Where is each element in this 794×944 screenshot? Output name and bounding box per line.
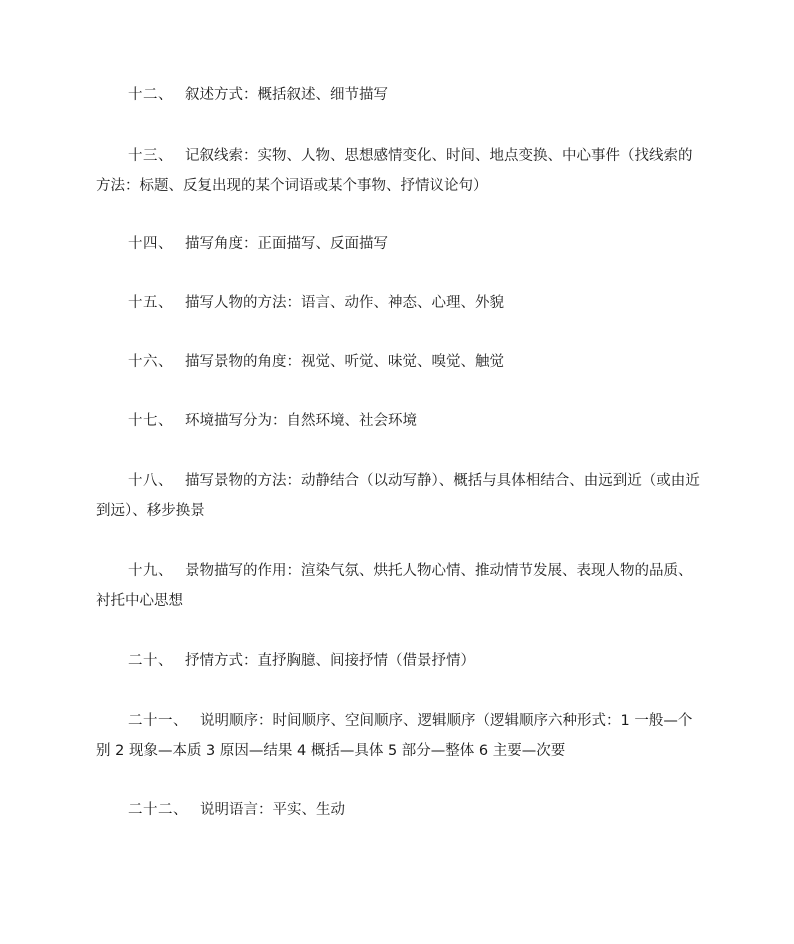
- item-number: 二十一、: [128, 713, 188, 729]
- list-item: [96, 406, 702, 436]
- item-number: 十六、: [128, 354, 173, 370]
- item-number: 十四、: [128, 236, 173, 252]
- item-number: 二十二、: [128, 802, 188, 818]
- list-item: [96, 80, 702, 110]
- item-text: 描写角度：正面描写、反面描写: [185, 236, 388, 252]
- item-text: 描写人物的方法：语言、动作、神态、心理、外貌: [185, 295, 504, 311]
- list-item: [96, 795, 702, 825]
- item-text: 说明顺序：时间顺序、空间顺序、逻辑顺序（逻辑顺序六种形式：1 一般—个别 2 现象—本质 3 原因—结果 4 概括—具体 5 部分—整体 6 主要—次要: [96, 713, 693, 759]
- item-number: 十八、: [128, 473, 173, 489]
- list-item: [96, 288, 702, 318]
- item-text: 记叙线索：实物、人物、思想感情变化、时间、地点变换、中心事件（找线索的方法：标题、反复出现的某个词语或某个事物、抒情议论句）: [96, 148, 693, 194]
- item-number: 十三、: [128, 148, 173, 164]
- list-item: [96, 141, 702, 201]
- item-text: 抒情方式：直抒胸臆、间接抒情（借景抒情）: [185, 653, 475, 669]
- list-item: [96, 646, 702, 676]
- item-text: 环境描写分为：自然环境、社会环境: [185, 413, 417, 429]
- list-item: [96, 556, 702, 616]
- item-text: 叙述方式：概括叙述、细节描写: [185, 87, 388, 103]
- item-number: 十二、: [128, 87, 173, 103]
- item-text: 描写景物的角度：视觉、听觉、味觉、嗅觉、触觉: [185, 354, 504, 370]
- item-number: 十九、: [128, 563, 173, 579]
- list-item: [96, 706, 702, 766]
- item-text: 说明语言：平实、生动: [200, 802, 345, 818]
- list-item: [96, 347, 702, 377]
- item-number: 十七、: [128, 413, 173, 429]
- item-number: 十五、: [128, 295, 173, 311]
- item-text: 景物描写的作用：渲染气氛、烘托人物心情、推动情节发展、表现人物的品质、衬托中心思想: [96, 563, 693, 609]
- list-item: [96, 229, 702, 259]
- item-text: 描写景物的方法：动静结合（以动写静）、概括与具体相结合、由远到近（或由近到远）、移步换景: [96, 473, 700, 519]
- list-item: [96, 466, 702, 526]
- item-number: 二十、: [128, 653, 173, 669]
